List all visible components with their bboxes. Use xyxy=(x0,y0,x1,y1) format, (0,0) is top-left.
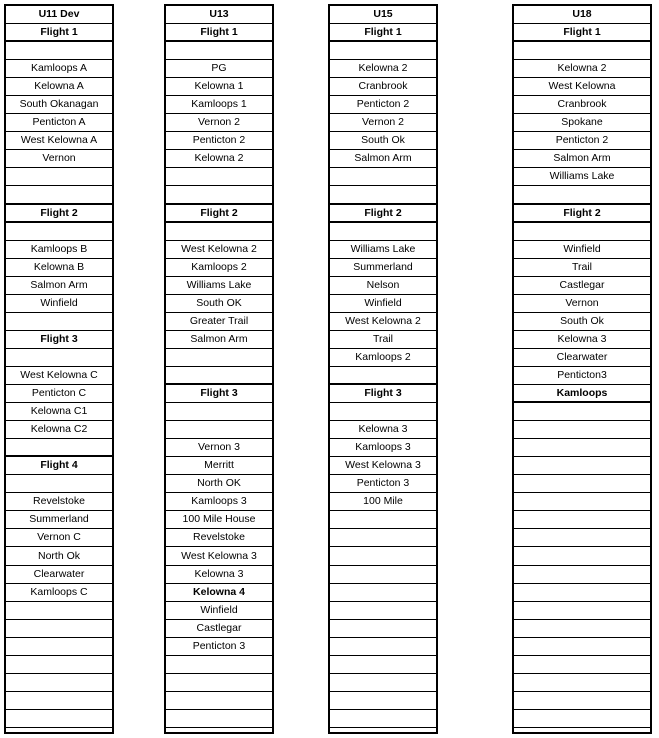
table-cell: Vernon C xyxy=(6,529,112,547)
table-cell: Penticton 3 xyxy=(166,638,272,656)
table-cell: West Kelowna C xyxy=(6,367,112,385)
table-cell: Kamloops 2 xyxy=(166,259,272,277)
table-cell: Kelowna 2 xyxy=(514,60,650,78)
table-cell xyxy=(514,656,650,674)
table-cell xyxy=(6,223,112,241)
table-cell: Castlegar xyxy=(514,277,650,295)
table-cell xyxy=(330,42,436,60)
table-cell xyxy=(514,223,650,241)
table-cell: Kamloops B xyxy=(6,241,112,259)
header-cell: Flight 2 xyxy=(166,205,272,223)
table-cell xyxy=(330,584,436,602)
table-cell: Vernon 3 xyxy=(166,439,272,457)
table-cell: Kelowna 3 xyxy=(166,566,272,584)
table-cell: Trail xyxy=(330,331,436,349)
table-cell: South Okanagan xyxy=(6,96,112,114)
table-cell xyxy=(6,710,112,728)
table-cell: Castlegar xyxy=(166,620,272,638)
column-u18 xyxy=(512,4,652,734)
table-cell xyxy=(330,529,436,547)
table-cell: Revelstoke xyxy=(6,493,112,511)
table-cell: South Ok xyxy=(330,132,436,150)
table-cell xyxy=(514,602,650,620)
table-cell: Kelowna B xyxy=(6,259,112,277)
table-cell xyxy=(514,638,650,656)
table-cell: Penticton C xyxy=(6,385,112,403)
table-cell xyxy=(6,620,112,638)
column-u15 xyxy=(328,4,438,734)
table-cell xyxy=(514,584,650,602)
header-cell: Flight 1 xyxy=(6,24,112,42)
table-cell xyxy=(6,475,112,493)
table-cell xyxy=(514,457,650,475)
table-cell: Revelstoke xyxy=(166,529,272,547)
table-cell: Clearwater xyxy=(514,349,650,367)
table-cell xyxy=(330,638,436,656)
table-cell: West Kelowna A xyxy=(6,132,112,150)
table-cell xyxy=(330,620,436,638)
table-cell: Kamloops 2 xyxy=(330,349,436,367)
table-cell: West Kelowna 2 xyxy=(166,241,272,259)
table-cell xyxy=(330,367,436,385)
table-cell: 100 Mile xyxy=(330,493,436,511)
table-cell xyxy=(514,710,650,728)
header-cell: Flight 1 xyxy=(514,24,650,42)
table-cell: Summerland xyxy=(6,511,112,529)
table-cell xyxy=(6,349,112,367)
table-cell: Kelowna 3 xyxy=(514,331,650,349)
table-cell xyxy=(166,692,272,710)
header-cell: Flight 1 xyxy=(330,24,436,42)
table-cell: Kamloops 1 xyxy=(166,96,272,114)
table-cell xyxy=(514,692,650,710)
table-cell: West Kelowna 3 xyxy=(330,457,436,475)
table-cell: Summerland xyxy=(330,259,436,277)
table-cell xyxy=(6,656,112,674)
table-cell: Salmon Arm xyxy=(330,150,436,168)
table-cell: Penticton 2 xyxy=(166,132,272,150)
header-cell: Kamloops xyxy=(514,385,650,403)
table-cell xyxy=(166,403,272,421)
table-cell xyxy=(166,710,272,728)
table-cell: Williams Lake xyxy=(514,168,650,186)
table-cell: Kelowna A xyxy=(6,78,112,96)
table-cell: Penticton 3 xyxy=(330,475,436,493)
table-cell: Cranbrook xyxy=(514,96,650,114)
table-cell xyxy=(6,168,112,186)
table-cell xyxy=(166,223,272,241)
table-cell xyxy=(514,529,650,547)
table-cell xyxy=(166,168,272,186)
table-cell xyxy=(330,692,436,710)
header-cell: U13 xyxy=(166,6,272,24)
table-cell: South OK xyxy=(166,295,272,313)
table-cell: 100 Mile House xyxy=(166,511,272,529)
table-cell xyxy=(514,620,650,638)
table-cell: North Ok xyxy=(6,548,112,566)
column-u13 xyxy=(164,4,274,734)
table-cell xyxy=(330,710,436,728)
table-cell xyxy=(514,674,650,692)
table-cell xyxy=(514,42,650,60)
table-cell xyxy=(6,638,112,656)
header-cell: Flight 3 xyxy=(6,331,112,349)
header-cell: Kelowna 4 xyxy=(166,584,272,602)
table-cell: Clearwater xyxy=(6,566,112,584)
table-cell: Kamloops A xyxy=(6,60,112,78)
table-cell xyxy=(330,728,436,734)
header-cell: U11 Dev xyxy=(6,6,112,24)
table-cell xyxy=(166,674,272,692)
table-cell xyxy=(514,511,650,529)
table-cell: Winfield xyxy=(6,295,112,313)
table-cell: Salmon Arm xyxy=(514,150,650,168)
table-cell xyxy=(330,223,436,241)
table-cell: Salmon Arm xyxy=(166,331,272,349)
table-cell: South Ok xyxy=(514,313,650,331)
table-cell xyxy=(514,548,650,566)
table-cell xyxy=(330,548,436,566)
table-cell xyxy=(6,187,112,205)
header-cell: U15 xyxy=(330,6,436,24)
table-cell xyxy=(330,168,436,186)
table-cell: North OK xyxy=(166,475,272,493)
table-cell: Greater Trail xyxy=(166,313,272,331)
table-cell: Kamloops C xyxy=(6,584,112,602)
table-cell xyxy=(6,602,112,620)
header-cell: Flight 3 xyxy=(166,385,272,403)
header-cell: Flight 2 xyxy=(514,205,650,223)
table-cell: Penticton 2 xyxy=(514,132,650,150)
header-cell: Flight 1 xyxy=(166,24,272,42)
table-cell xyxy=(6,42,112,60)
table-cell xyxy=(6,439,112,457)
table-cell xyxy=(514,475,650,493)
header-cell: Flight 4 xyxy=(6,457,112,475)
table-cell xyxy=(330,674,436,692)
table-cell xyxy=(514,403,650,421)
column-u11-dev xyxy=(4,4,114,734)
table-cell xyxy=(166,656,272,674)
table-cell: Winfield xyxy=(330,295,436,313)
table-cell: Kelowna 1 xyxy=(166,78,272,96)
header-cell: Flight 2 xyxy=(6,205,112,223)
table-cell xyxy=(330,403,436,421)
table-cell: Salmon Arm xyxy=(6,277,112,295)
table-cell xyxy=(514,566,650,584)
table-cell xyxy=(166,187,272,205)
table-cell: West Kelowna 2 xyxy=(330,313,436,331)
table-cell xyxy=(330,656,436,674)
table-cell: Merritt xyxy=(166,457,272,475)
table-cell xyxy=(330,566,436,584)
table-cell: Kelowna C2 xyxy=(6,421,112,439)
table-cell: Williams Lake xyxy=(166,277,272,295)
table-cell xyxy=(6,313,112,331)
table-cell xyxy=(514,421,650,439)
table-cell xyxy=(166,349,272,367)
table-cell: Kelowna 2 xyxy=(166,150,272,168)
table-cell: Spokane xyxy=(514,114,650,132)
table-cell: Kelowna 3 xyxy=(330,421,436,439)
table-cell xyxy=(166,42,272,60)
table-cell: Vernon xyxy=(6,150,112,168)
table-cell: Vernon xyxy=(514,295,650,313)
header-cell: U18 xyxy=(514,6,650,24)
header-cell: Flight 2 xyxy=(330,205,436,223)
table-cell: West Kelowna xyxy=(514,78,650,96)
table-cell xyxy=(166,728,272,734)
table-cell: Williams Lake xyxy=(330,241,436,259)
table-cell: Nelson xyxy=(330,277,436,295)
table-cell: Vernon 2 xyxy=(166,114,272,132)
header-cell: Flight 3 xyxy=(330,385,436,403)
table-cell xyxy=(6,728,112,734)
table-cell xyxy=(6,674,112,692)
table-cell: West Kelowna 3 xyxy=(166,548,272,566)
table-cell xyxy=(166,367,272,385)
table-cell: Kelowna 2 xyxy=(330,60,436,78)
table-cell xyxy=(514,493,650,511)
table-cell: Winfield xyxy=(166,602,272,620)
table-cell: Trail xyxy=(514,259,650,277)
table-cell: Kelowna C1 xyxy=(6,403,112,421)
table-cell xyxy=(514,728,650,734)
table-cell: Cranbrook xyxy=(330,78,436,96)
table-cell xyxy=(330,511,436,529)
table-cell xyxy=(330,602,436,620)
table-cell: Penticton3 xyxy=(514,367,650,385)
table-cell: Penticton A xyxy=(6,114,112,132)
table-cell: Vernon 2 xyxy=(330,114,436,132)
table-cell xyxy=(330,187,436,205)
table-cell xyxy=(514,439,650,457)
table-cell: Penticton 2 xyxy=(330,96,436,114)
table-cell xyxy=(514,187,650,205)
table-cell: Kamloops 3 xyxy=(330,439,436,457)
table-cell: PG xyxy=(166,60,272,78)
table-cell: Winfield xyxy=(514,241,650,259)
table-cell xyxy=(6,692,112,710)
table-cell: Kamloops 3 xyxy=(166,493,272,511)
table-cell xyxy=(166,421,272,439)
